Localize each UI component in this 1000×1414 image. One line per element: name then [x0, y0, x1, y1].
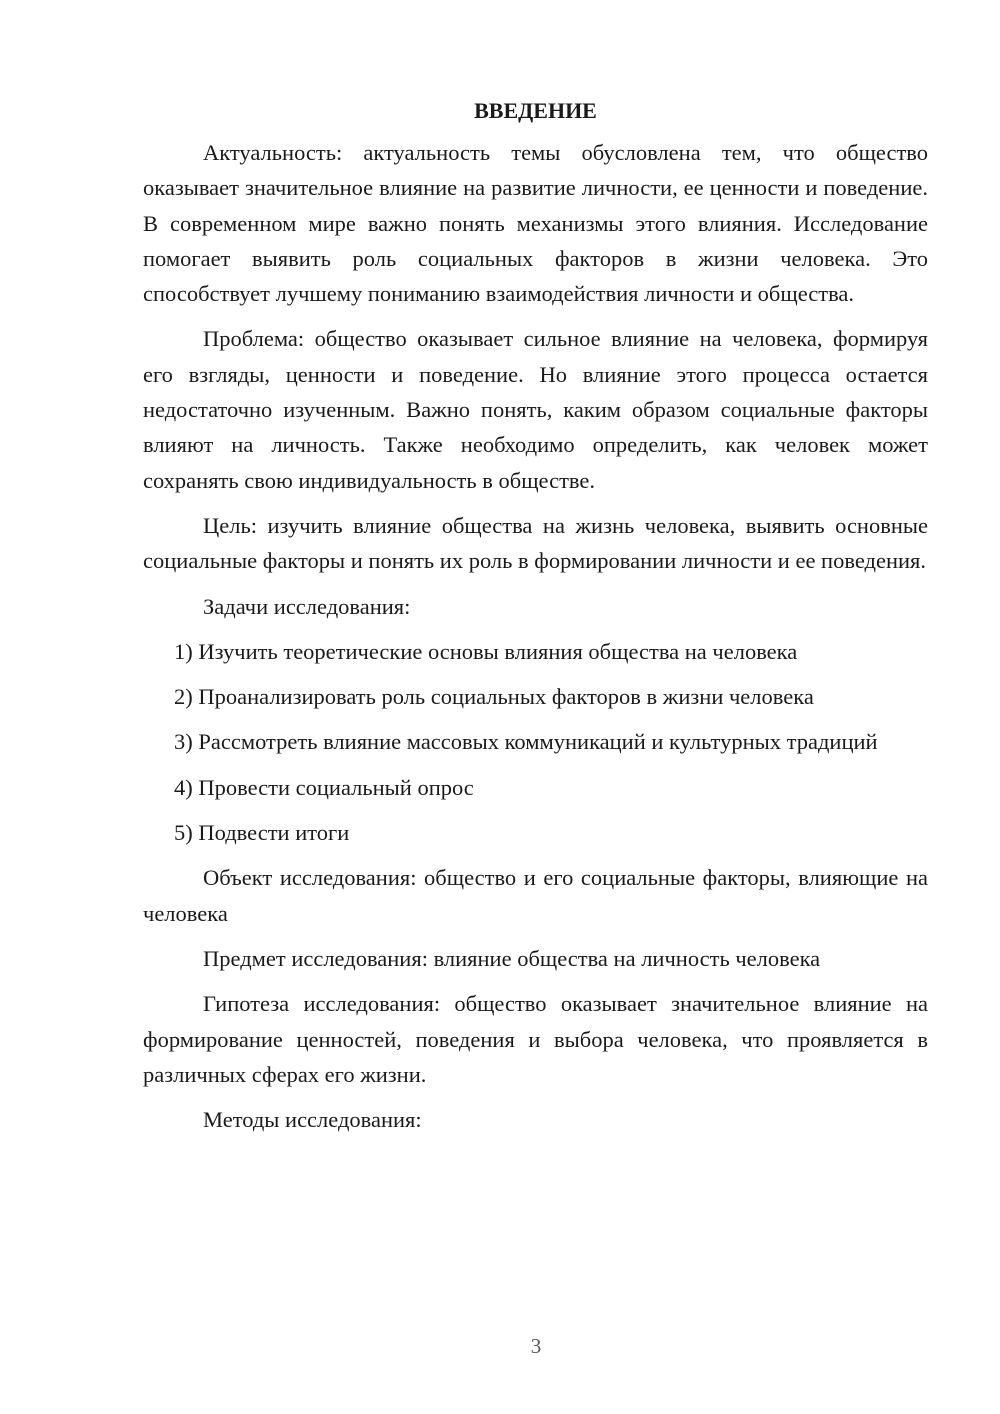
document-body: [143, 97, 928, 1147]
subject-paragraph: Предмет исследования: влияние общества на личность человека: [203, 945, 821, 971]
relevance-paragraph: Актуальность: актуальность темы обусловлена тем, что общество оказывает значительное влияние на развитие личности, ее ценности и поведение. В современном мире важно понять механизмы этого влияния. Исследование помогает выявить роль социальных факторов в жизни человека. Это способствует лучшему пониманию взаимодействия личности и общества.: [143, 140, 928, 307]
task-item-3: 3) Рассмотреть влияние массовых коммуникаций и культурных традиций: [174, 729, 878, 755]
section-heading: ВВЕДЕНИЕ: [474, 98, 597, 123]
object-paragraph: Объект исследования: общество и его социальные факторы, влияющие на человека: [143, 865, 928, 926]
tasks-heading: Задачи исследования:: [203, 593, 411, 619]
task-item-4: 4) Провести социальный опрос: [174, 774, 474, 800]
task-item-5: 5) Подвести итоги: [174, 820, 350, 846]
goal-paragraph: Цель: изучить влияние общества на жизнь человека, выявить основные социальные факторы и понять их роль в формировании личности и ее поведения.: [143, 512, 928, 574]
hypothesis-paragraph: Гипотеза исследования: общество оказывает значительное влияние на формирование ценностей, поведения и выбора человека, что проявляется в различных сферах его жизни.: [143, 991, 928, 1087]
methods-paragraph: Методы исследования:: [203, 1107, 422, 1133]
task-item-1: 1) Изучить теоретические основы влияния общества на человека: [174, 638, 798, 664]
task-item-2: 2) Проанализировать роль социальных факторов в жизни человека: [174, 684, 814, 710]
problem-paragraph: Проблема: общество оказывает сильное влияние на человека, формируя его взгляды, ценности и поведение. Но влияние этого процесса остается недостаточно изученным. Важно понять, каким образом социальные факторы влияют на личность. Также необходимо определить, как человек может сохранять свою индивидуальность в обществе.: [143, 326, 928, 493]
page-number: 3: [530, 1334, 542, 1358]
